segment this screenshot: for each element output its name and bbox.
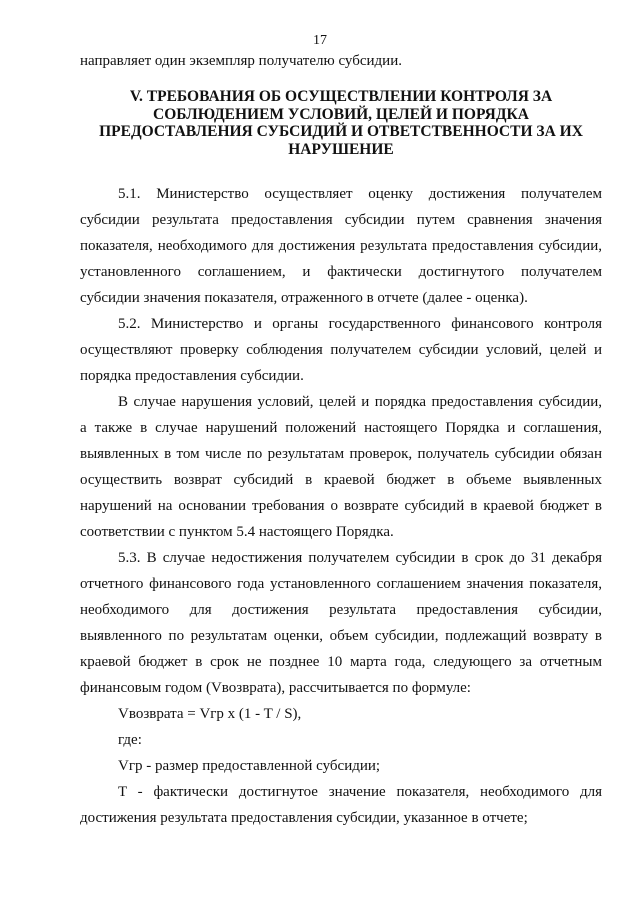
- page-number: 17: [313, 33, 327, 48]
- text-line: порядка предоставления субсидии.: [80, 368, 304, 384]
- text-line: выявленного по результатам оценки, объем субсидии, подлежащий возврату в: [80, 628, 602, 644]
- text-line: осуществить возврат субсидий в краевой бюджет в объеме выявленных: [80, 472, 602, 488]
- paragraph-5-3: [80, 545, 602, 701]
- paragraph-t-definition: [80, 779, 602, 831]
- formula-block: [80, 701, 602, 779]
- text-line: Vгр - размер предоставленной субсидии;: [118, 758, 381, 774]
- heading-line: ПРЕДОСТАВЛЕНИЯ СУБСИДИЙ И ОТВЕТСТВЕННОСТИ ЗА ИХ: [99, 123, 583, 140]
- text-line: В случае нарушения условий, целей и порядка предоставления субсидии,: [118, 394, 602, 410]
- paragraph-violation: [80, 389, 602, 545]
- text-line: субсидии значения показателя, отраженного в отчете (далее - оценка).: [80, 290, 528, 306]
- paragraph-5-2: [80, 311, 602, 389]
- text-line: соответствии с пунктом 5.4 настоящего Порядка.: [80, 524, 394, 540]
- heading-line: V. ТРЕБОВАНИЯ ОБ ОСУЩЕСТВЛЕНИИ КОНТРОЛЯ ЗА: [129, 88, 553, 105]
- text-line: отчетного финансового года установленного соглашением значения показателя,: [80, 576, 602, 592]
- text-line: субсидии результата предоставления субсидии путем сравнения значения: [80, 212, 602, 228]
- text-line: а также в случае нарушений положений настоящего Порядка и соглашения,: [80, 420, 602, 436]
- text-line: выявленных в том числе по результатам проверок, получатель субсидии обязан: [80, 446, 602, 462]
- text-line: нарушений на основании требования о возврате субсидий в краевой бюджет в: [80, 498, 602, 514]
- text-line: достижения результата предоставления субсидии, указанное в отчете;: [80, 810, 528, 826]
- heading-line: СОБЛЮДЕНИЕМ УСЛОВИЙ, ЦЕЛЕЙ И ПОРЯДКА: [153, 105, 529, 123]
- text-line: показателя, необходимого для достижения результата предоставления субсидии,: [80, 238, 602, 254]
- text-line: краевой бюджет в срок не позднее 10 марта года, следующего за отчетным: [80, 654, 602, 670]
- text-line: 5.1. Министерство осуществляет оценку достижения получателем: [118, 186, 602, 202]
- text-line: 5.2. Министерство и органы государственного финансового контроля: [118, 316, 602, 332]
- text-line: финансовым годом (Vвозврата), рассчитывается по формуле:: [80, 680, 471, 696]
- text-line: осуществляют проверку соблюдения получателем субсидии условий, целей и: [80, 342, 602, 358]
- text-line: направляет один экземпляр получателю субсидии.: [80, 53, 402, 69]
- formula-line: Vвозврата = Vгр x (1 - T / S),: [118, 706, 302, 722]
- document-body: [80, 48, 602, 831]
- text-line: установленного соглашением, и фактически достигнутого получателем: [80, 264, 602, 280]
- text-line: T - фактически достигнутое значение показателя, необходимого для: [118, 784, 602, 800]
- section-heading: [80, 88, 602, 158]
- text-line: необходимого для достижения результата предоставления субсидии,: [80, 602, 602, 618]
- text-line: где:: [118, 732, 142, 748]
- text-line: 5.3. В случае недостижения получателем субсидии в срок до 31 декабря: [118, 550, 602, 566]
- paragraph-5-1: [80, 181, 602, 311]
- heading-line: НАРУШЕНИЕ: [288, 140, 394, 158]
